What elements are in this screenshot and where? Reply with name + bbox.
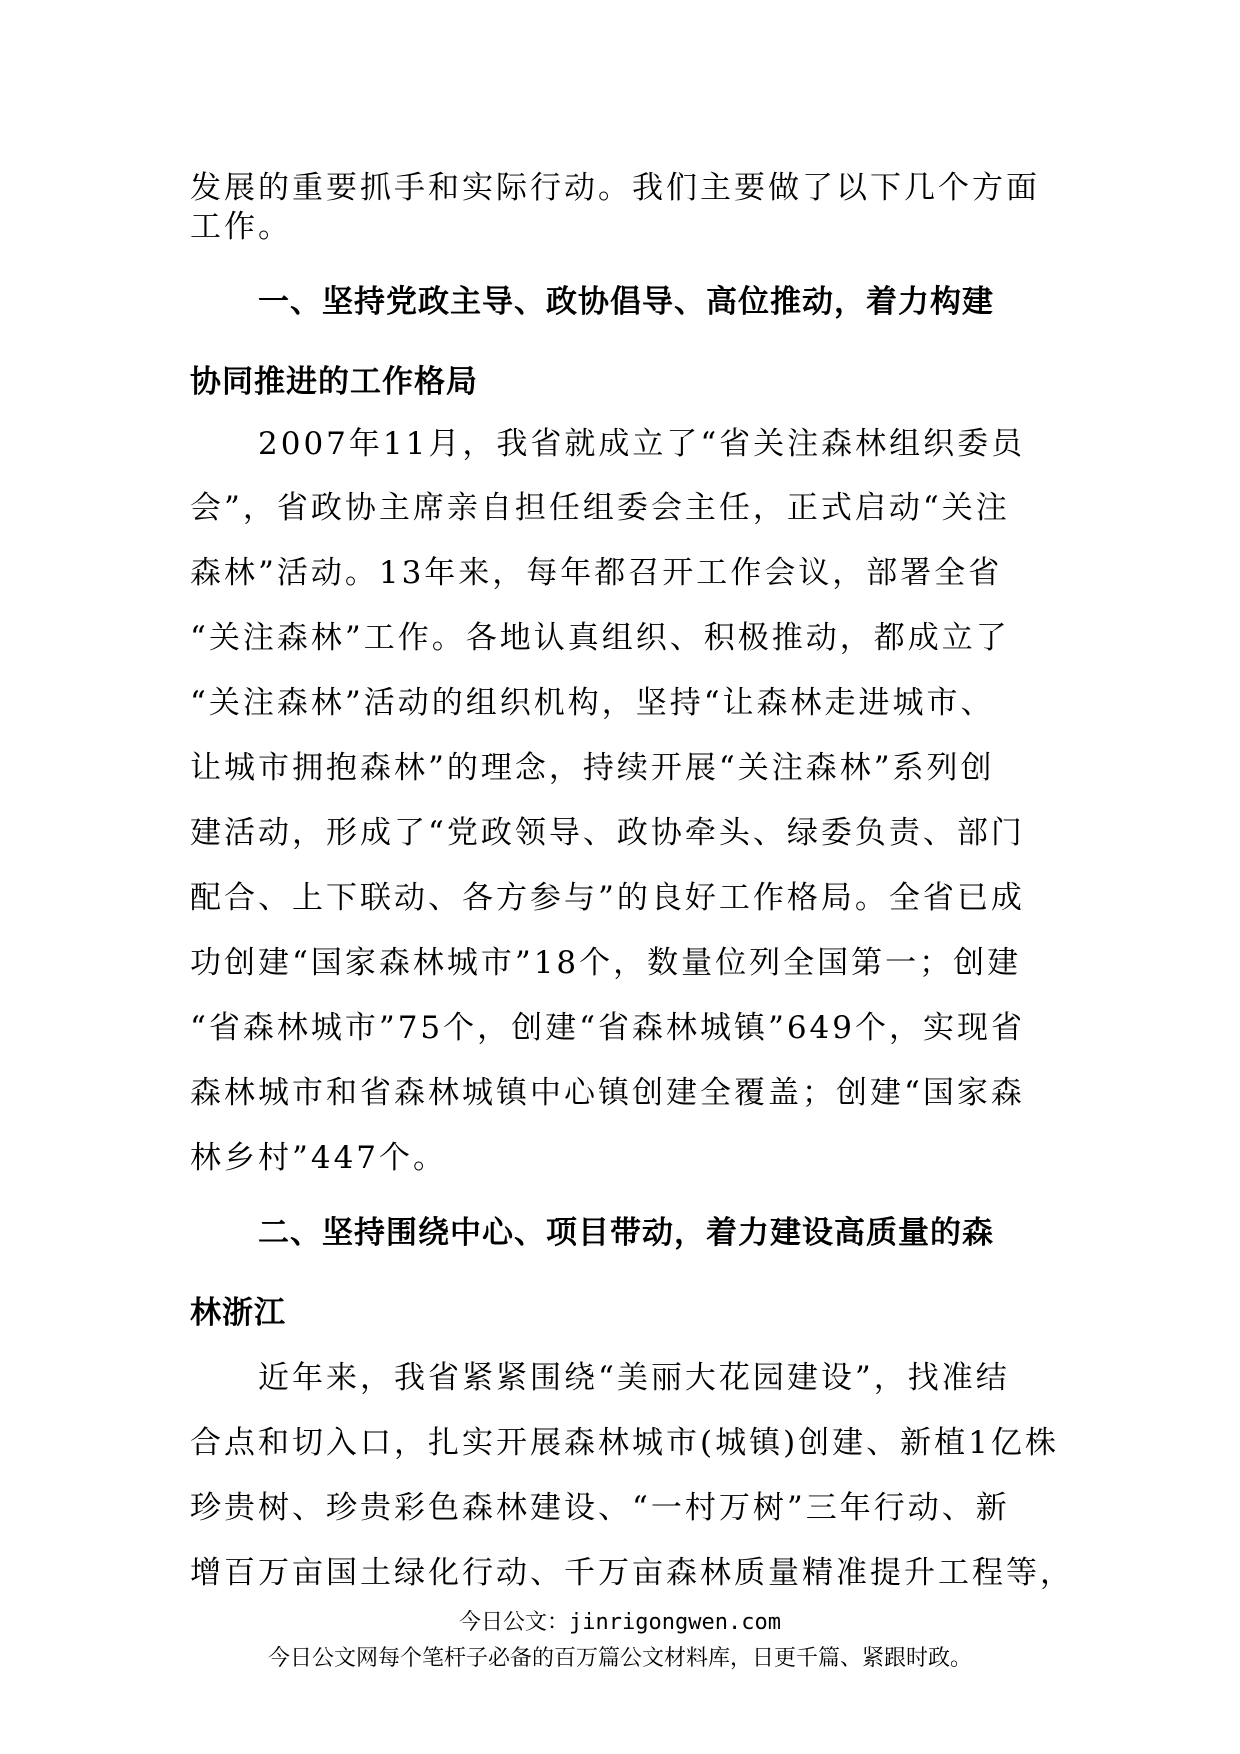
body-text-line: 珍贵树、珍贵彩色森林建设、“一村万树”三年行动、新: [190, 1490, 1010, 1526]
body-text-line: 森林”活动。13年来，每年都召开工作会议，部署全省: [190, 555, 1003, 591]
body-text-line: 让城市拥抱森林”的理念，持续开展“关注森林”系列创: [190, 750, 995, 786]
section-heading-1-cont: 协同推进的工作格局: [190, 364, 478, 400]
body-text-line: 合点和切入口，扎实开展森林城市(城镇)创建、新植1亿株: [190, 1425, 1059, 1461]
body-text-line: 配合、上下联动、各方参与”的良好工作格局。全省已成: [190, 880, 1025, 916]
body-text-line: 工作。: [190, 209, 292, 245]
footer-slogan: 今日公文网每个笔杆子必备的百万篇公文材料库，日更千篇、紧跟时政。: [267, 1646, 972, 1671]
body-text-line: 功创建“国家森林城市”18个，数量位列全国第一；创建: [190, 945, 1022, 981]
body-text-line: 2007年11月，我省就成立了“省关注森林组织委员: [258, 426, 1026, 462]
section-heading-2: 二、坚持围绕中心、项目带动，着力建设高质量的森: [258, 1215, 994, 1251]
body-text-line: 建活动，形成了“党政领导、政协牵头、绿委负责、部门: [190, 815, 1025, 851]
body-text-line: 林乡村”447个。: [190, 1140, 448, 1176]
body-text-line: 近年来，我省紧紧围绕“美丽大花园建设”，找准结: [258, 1360, 1010, 1396]
body-text-line: 会”，省政协主席亲自担任组委会主任，正式启动“关注: [190, 490, 1010, 526]
footer-site: [0, 1608, 1240, 1638]
body-text-line: “关注森林”工作。各地认真组织、积极推动，都成立了: [190, 620, 1010, 656]
footer-site-label: 今日公文：: [459, 1610, 570, 1635]
section-heading-2-cont: 林浙江: [190, 1295, 286, 1331]
body-text-line: 森林城市和省森林城镇中心镇创建全覆盖；创建“国家森: [190, 1075, 1025, 1111]
section-heading-1: 一、坚持党政主导、政协倡导、高位推动，着力构建: [258, 284, 994, 320]
body-text-line: “省森林城市”75个，创建“省森林城镇”649个，实现省: [190, 1010, 1026, 1046]
footer-site-link[interactable]: jinrigongwen.com: [569, 1610, 781, 1635]
body-text-line: 增百万亩国土绿化行动、千万亩森林质量精准提升工程等，: [190, 1555, 1074, 1591]
body-text-line: “关注森林”活动的组织机构，坚持“让森林走进城市、: [190, 685, 995, 721]
body-text-line: 发展的重要抓手和实际行动。我们主要做了以下几个方面: [190, 170, 1040, 206]
